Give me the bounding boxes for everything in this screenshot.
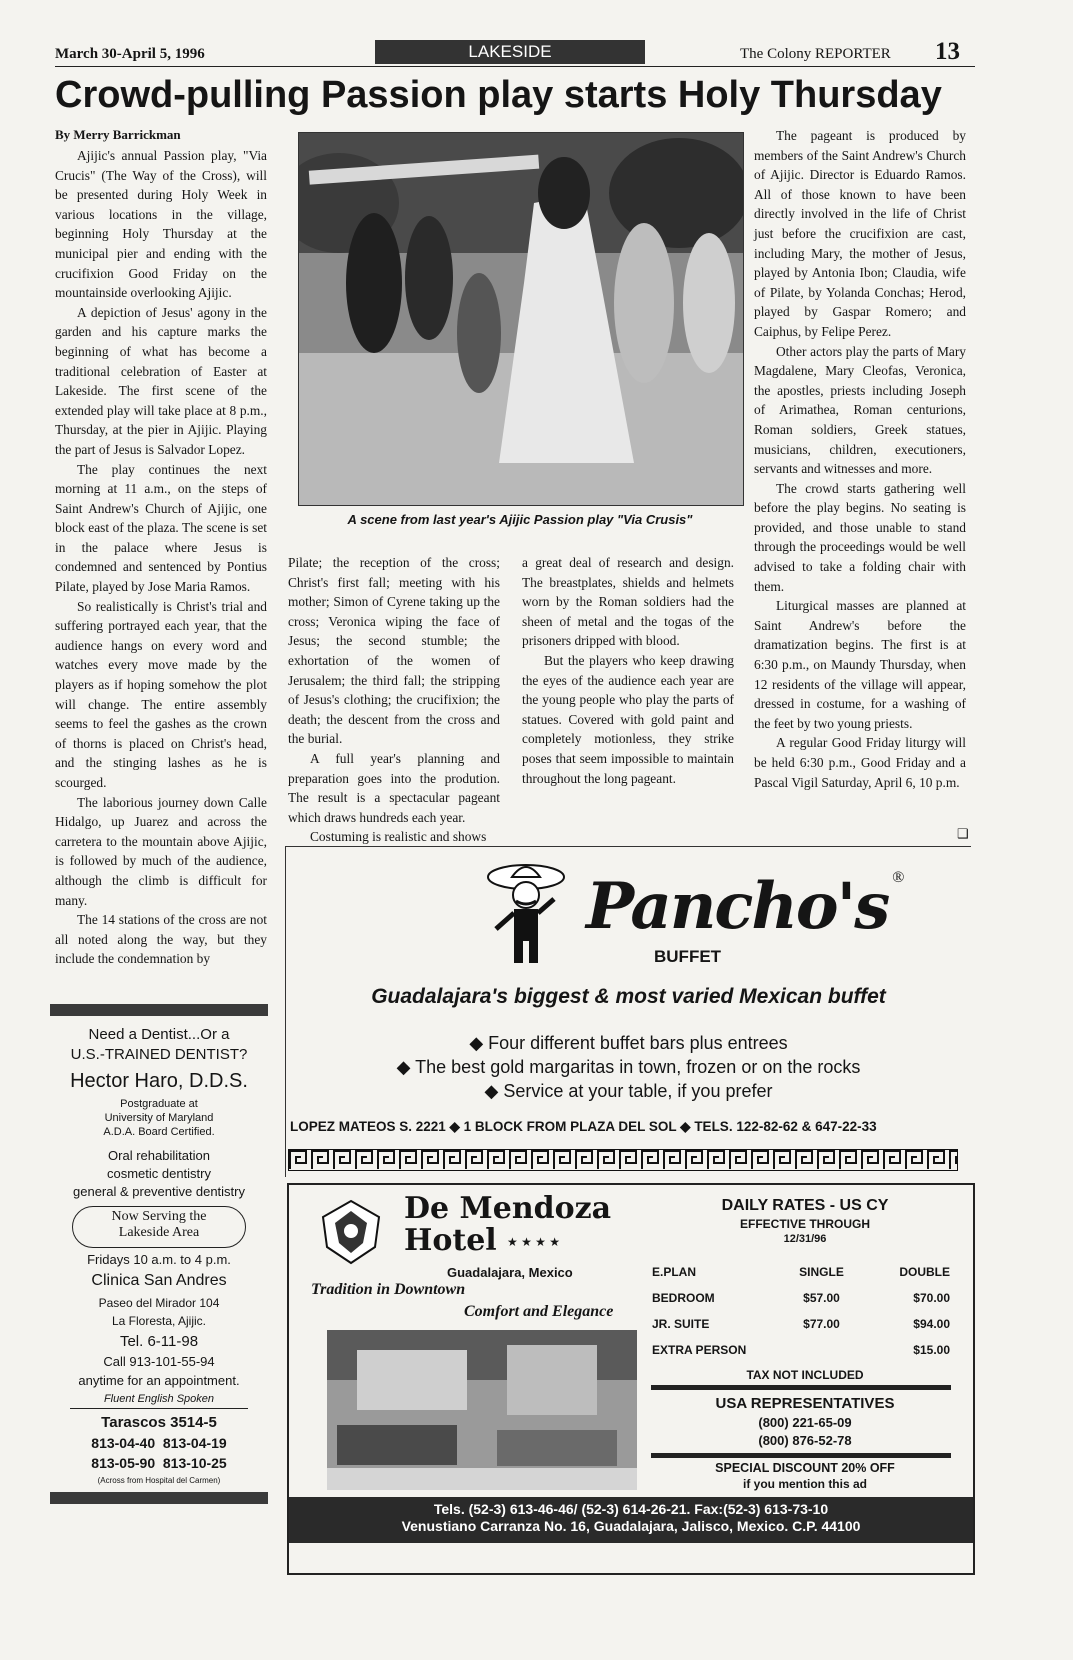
hotel-address: Venustiano Carranza No. 16, Guadalajara, Jalisco, Mexico. C.P. 44100 bbox=[401, 1518, 861, 1534]
hotel-name: De Mendoza bbox=[404, 1191, 612, 1226]
paragraph: Ajijic's annual Passion play, "Via Crucis" (The Way of the Cross), will be presented during Holy Week in various locations in the village, beginning Holy Thursday at the municipal pier and ending with the crucifixion Good Friday on the mountainside overlooking Ajijic. bbox=[55, 148, 267, 301]
crest-icon bbox=[319, 1197, 383, 1267]
serving-badge bbox=[72, 1206, 246, 1248]
dentist-ad bbox=[50, 1004, 268, 1514]
paragraph: Costuming is realistic and shows bbox=[310, 829, 487, 845]
clinic-phone: Tel. 6-11-98 bbox=[119, 1333, 199, 1350]
byline: By Merry Barrickman bbox=[55, 127, 181, 142]
serving-text: Now Serving the bbox=[111, 1209, 207, 1224]
office-hours: Fridays 10 a.m. to 4 p.m. bbox=[87, 1252, 231, 1267]
dentist-name: Hector Haro, D.D.S. bbox=[70, 1070, 248, 1092]
service: Oral rehabilitation bbox=[108, 1148, 210, 1163]
panchos-ad bbox=[285, 846, 971, 1177]
clinic-address: La Floresta, Ajijic. bbox=[111, 1314, 207, 1328]
phone-numbers: 813-05-90 813-10-25 bbox=[91, 1455, 227, 1471]
mascot-icon bbox=[486, 859, 566, 969]
greek-key-border bbox=[288, 1149, 958, 1171]
article-column-4 bbox=[754, 126, 966, 792]
paragraph: So realistically is Christ's trial and suffering portrayed each year, that the audience hangs on every word and watches every move made by the players as if hoping somehow the plot will change. The entire assembly seems to feel the gashes as the crown of thorns is placed on Christ's head, and the stinging lashes as he is scourged. bbox=[55, 598, 267, 790]
lobby-photo bbox=[327, 1330, 637, 1490]
usa-reps-title: USA REPRESENTATIVES bbox=[715, 1395, 895, 1412]
hotel-contact: Tels. (52-3) 613-46-46/ (52-3) 614-26-21. Fax:(52-3) 613-73-10 bbox=[433, 1501, 829, 1517]
ad-top-bar bbox=[50, 1004, 268, 1016]
single-rate bbox=[773, 1337, 870, 1363]
paragraph: The 14 stations of the cross are not all noted along the way, but they include the condemnation by bbox=[55, 912, 267, 967]
table-row bbox=[651, 1337, 951, 1363]
feature-text: Four different buffet bars plus entrees bbox=[488, 1033, 788, 1053]
credential: A.D.A. Board Certified. bbox=[103, 1126, 215, 1138]
article-column-1 bbox=[55, 146, 267, 969]
table-header-row bbox=[651, 1259, 951, 1285]
issue-date: March 30-April 5, 1996 bbox=[55, 46, 205, 62]
paragraph: A full year's planning and preparation goes into the prodution. The result is a spectacular pageant which draws hundreds each year. bbox=[288, 750, 500, 825]
divider bbox=[70, 1408, 248, 1409]
second-address: Tarascos 3514-5 bbox=[101, 1414, 217, 1431]
column-header: E.PLAN bbox=[652, 1265, 697, 1279]
paragraph: a great deal of research and design. The breastplates, shields and helmets worn by the Roman soldiers had the sheen of metal and the togas of the prisoners dripped with blood. bbox=[522, 555, 734, 649]
paragraph: Pilate; the reception of the cross; Christ's first fall; meeting with his mother; Simon of Cyrene taking up the cross; Veronica wiping the face of Jesus; the second stumble; the exhortation of the women of Jerusalem; the third fall; the stripping of Jesus's clothing; the crucifixion; the death; the descent from the cross and the burial. bbox=[288, 555, 500, 747]
double-rate: $94.00 bbox=[913, 1317, 950, 1331]
table-row bbox=[651, 1285, 951, 1311]
hotel-city: Guadalajara, Mexico bbox=[447, 1265, 573, 1280]
hotel-name-2: Hotel bbox=[404, 1223, 497, 1258]
comfort-slogan: Comfort and Elegance bbox=[464, 1303, 614, 1320]
header-rule bbox=[55, 66, 975, 67]
paragraph: Other actors play the parts of Mary Magdalene, Mary Cleofas, Veronica, the apostles, priests including Joseph of Arimathea, Roman centurions, Roman soldiers, Greek statues, musicians, children, executioners, servants and witnesses and more. bbox=[754, 343, 966, 477]
tax-note: TAX NOT INCLUDED bbox=[746, 1368, 864, 1382]
feature-item: ◆ Four different buffet bars plus entrees bbox=[469, 1033, 788, 1053]
registered-mark: ® bbox=[892, 869, 905, 886]
rates-title: DAILY RATES - US CY bbox=[721, 1197, 889, 1214]
credential: University of Maryland bbox=[104, 1112, 214, 1124]
masthead bbox=[55, 40, 990, 70]
usa-phone: (800) 221-65-09 bbox=[758, 1415, 852, 1430]
paragraph: The crowd starts gathering well before the play begins. No seating is provided, and those unable to stand through the proceedings would be well advised to take a folding chair with them. bbox=[754, 480, 966, 594]
single-rate: $77.00 bbox=[803, 1317, 840, 1331]
discount-note: if you mention this ad bbox=[742, 1477, 867, 1491]
paragraph: The laborious journey down Calle Hidalgo, up Juarez and across the carretera to the mountain above Ajijic, is followed by much of the audience, although the climb is difficult for many. bbox=[55, 794, 267, 908]
paragraph: The pageant is produced by members of the Saint Andrew's Church of Ajijic. Director is Eduardo Ramos. All of those known to have been directly involved in the life of Christ just before the crucifixion are cast, including Mary, the mother of Jesus, played by Antonia Ibon; Claudia, wife of Pilate, by Yolanda Conchas; Herod, played by Gaspar Romero; and Caiphus, by Felipe Perez. bbox=[754, 128, 966, 339]
credential: Postgraduate at bbox=[120, 1098, 198, 1110]
feature-item: ◆ Service at your table, if you prefer bbox=[484, 1081, 773, 1101]
feature-item: ◆ The best gold margaritas in town, frozen or on the rocks bbox=[396, 1057, 861, 1077]
column-header: SINGLE bbox=[799, 1265, 844, 1279]
tradition-slogan: Tradition in Downtown bbox=[311, 1281, 466, 1298]
article-column-3 bbox=[522, 553, 734, 788]
serving-text: Lakeside Area bbox=[118, 1225, 200, 1240]
discount-offer: SPECIAL DISCOUNT 20% OFF bbox=[715, 1461, 895, 1475]
dentist-headline: Need a Dentist...Or a bbox=[88, 1026, 230, 1043]
headline: Crowd-pulling Passion play starts Holy Thursday bbox=[55, 74, 942, 116]
ad-bottom-bar bbox=[50, 1492, 268, 1504]
hotel-footer bbox=[289, 1497, 973, 1543]
double-rate: $70.00 bbox=[913, 1291, 950, 1305]
hotel-stars: ★ ★ ★ ★ bbox=[507, 1235, 561, 1249]
language-note: Fluent English Spoken bbox=[103, 1393, 215, 1405]
room-type: EXTRA PERSON bbox=[652, 1343, 747, 1357]
column-header: DOUBLE bbox=[899, 1265, 950, 1279]
section-label: LAKESIDE bbox=[375, 40, 645, 64]
paragraph: But the players who keep drawing the eyes of the audience each year are the young people who play the parts of statues. Covered with gold paint and completely motionless, they strike poses that seem impossible to maintain throughout the long pageant. bbox=[522, 652, 734, 786]
buffet-label: BUFFET bbox=[654, 947, 722, 966]
dentist-subheadline: U.S.-TRAINED DENTIST? bbox=[70, 1046, 248, 1063]
clinic-address: Paseo del Mirador 104 bbox=[98, 1296, 220, 1310]
logo-text: Pancho's bbox=[586, 869, 889, 944]
room-type: BEDROOM bbox=[652, 1291, 715, 1305]
page-number: 13 bbox=[935, 38, 960, 65]
clinic-name: Clinica San Andres bbox=[91, 1272, 227, 1289]
double-rate: $15.00 bbox=[913, 1343, 950, 1357]
paragraph: A depiction of Jesus' agony in the garden and his capture marks the beginning of what has become a traditional celebration of Easter at Lakeside. The first scene of the extended play will take place at 8 p.m., Thursday, at the pier in Ajijic. Playing the part of Jesus is Salvador Lopez. bbox=[55, 304, 267, 457]
panchos-logo bbox=[586, 869, 904, 944]
location-note: (Across from Hospital del Carmen) bbox=[97, 1476, 221, 1485]
paragraph: Liturgical masses are planned at Saint Andrew's before the dramatization begins. The first is at 6:30 p.m., on Maundy Thursday, when 12 residents of the village will appear, dressed in costume, for a washing of the feet by two young priests. bbox=[754, 598, 966, 731]
divider bbox=[651, 1385, 951, 1390]
rates-date: 12/31/96 bbox=[783, 1233, 827, 1245]
phone-numbers: 813-04-40 813-04-19 bbox=[91, 1435, 227, 1451]
article-column-2 bbox=[288, 553, 500, 847]
feature-text: The best gold margaritas in town, frozen or on the rocks bbox=[415, 1057, 861, 1077]
appointment-note: anytime for an appointment. bbox=[78, 1373, 240, 1388]
room-type: JR. SUITE bbox=[652, 1317, 710, 1331]
service: general & preventive dentistry bbox=[73, 1184, 245, 1199]
paper-name: The Colony REPORTER bbox=[740, 46, 891, 62]
usa-phone: (800) 876-52-78 bbox=[758, 1433, 852, 1448]
single-rate: $57.00 bbox=[803, 1291, 840, 1305]
panchos-address: LOPEZ MATEOS S. 2221 ◆ 1 BLOCK FROM PLAZA DEL SOL ◆ TELS. 122-82-62 & 647-22-33 bbox=[290, 1119, 877, 1134]
service: cosmetic dentistry bbox=[106, 1166, 212, 1181]
photo-caption: A scene from last year's Ajijic Passion play "Via Crusis" bbox=[347, 512, 693, 527]
article-photo bbox=[298, 132, 744, 506]
end-mark: ❑ bbox=[957, 826, 969, 841]
paragraph: A regular Good Friday liturgy will be held 6:30 p.m., Good Friday and a Pascal Vigil Saturday, April 6, 10 p.m. bbox=[754, 735, 966, 790]
rates-effective: EFFECTIVE THROUGH bbox=[739, 1217, 870, 1231]
table-row bbox=[651, 1311, 951, 1337]
call-number: Call 913-101-55-94 bbox=[103, 1354, 215, 1369]
divider bbox=[651, 1453, 951, 1458]
tagline: Guadalajara's biggest & most varied Mexican buffet bbox=[371, 985, 886, 1008]
passion-play-photo bbox=[299, 133, 743, 505]
feature-text: Service at your table, if you prefer bbox=[503, 1081, 773, 1101]
paragraph: The play continues the next morning at 11 a.m., on the steps of Saint Andrew's Church of Ajijic, one block east of the plaza. The scene is set in the palace where Jesus is condemned and sentenced by Pontius Pilate, played by Jose Maria Ramos. bbox=[55, 461, 267, 595]
hotel-ad bbox=[287, 1183, 975, 1575]
rates-table bbox=[651, 1259, 951, 1363]
